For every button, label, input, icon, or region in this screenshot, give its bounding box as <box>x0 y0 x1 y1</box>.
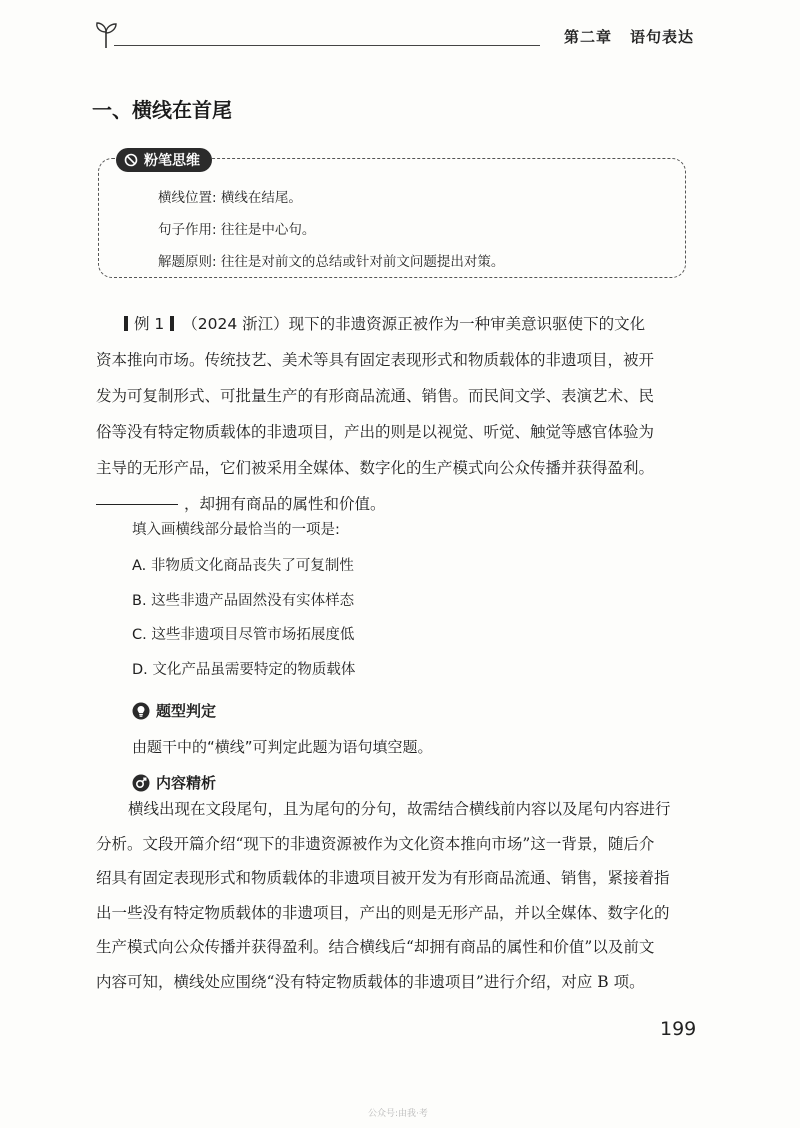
example-marker <box>124 316 128 331</box>
chalk-thinking-content <box>158 182 678 278</box>
passage-line: 俗等没有特定物质载体的非遗项目，产出的则是以视觉、听觉、触觉等感官体验为 <box>96 423 655 441</box>
type-judgment-title: 题型判定 <box>156 702 217 720</box>
passage-line <box>124 306 700 342</box>
watermark: 公众号:由我·考 <box>368 1109 428 1119</box>
header-chapter <box>564 26 694 47</box>
option-c: C. 这些非遗项目尽管市场拓展度低 <box>132 627 355 643</box>
passage-text: 现下的非遗资源正被作为一种审美意识驱使下的文化 <box>288 315 646 333</box>
analysis-line: 横线出现在文段尾句，且为尾句的分句，故需结合横线前内容以及尾句内容进行 <box>128 800 671 818</box>
page-number: 199 <box>660 1018 697 1040</box>
analysis-line: 生产模式向公众传播并获得盈利。结合横线后“却拥有商品的属性和价值”以及前文 <box>96 938 655 956</box>
chapter-number: 第二章 <box>563 28 612 46</box>
chalk-line: 句子作用: 往往是中心句。 <box>158 222 316 238</box>
passage-line <box>96 486 706 522</box>
example-marker <box>170 316 174 331</box>
example-label: 例 1 <box>134 315 165 333</box>
type-judgment-text: 由题干中的“横线”可判定此题为语句填空题。 <box>132 738 433 756</box>
analysis-line: 绍具有固定表现形式和物质载体的非遗项目被开发为有形商品流通、销售，紧接着指 <box>96 869 670 887</box>
chalk-line: 横线位置: 横线在结尾。 <box>158 190 302 206</box>
fill-in-blank <box>96 504 178 505</box>
example-passage <box>124 306 700 342</box>
analysis-heading <box>132 772 216 793</box>
type-judgment-heading <box>132 700 216 721</box>
example-source: （2024 浙江） <box>182 315 289 333</box>
analysis-line: 分析。文段开篇介绍“现下的非遗资源被作为文化资本推向市场”这一背景，随后介 <box>96 834 655 853</box>
option-list <box>132 556 355 694</box>
chalk-thinking-label: 粉笔思维 <box>144 153 200 169</box>
option-d: D. 文化产品虽需要特定的物质载体 <box>132 661 356 678</box>
analysis-title: 内容精析 <box>156 774 217 792</box>
page-header <box>92 14 696 54</box>
analysis-line: 内容可知，横线处应围绕“没有特定物质载体的非遗项目”进行介绍，对应 B 项。 <box>96 972 645 991</box>
header-rule <box>114 45 540 46</box>
example-passage-body <box>96 342 706 522</box>
passage-line: 资本推向市场。传统技艺、美术等具有固定表现形式和物质载体的非遗项目，被开 <box>96 351 655 369</box>
option-b: B. 这些非遗产品固然没有实体样态 <box>132 592 355 609</box>
chapter-title: 语句表达 <box>629 28 694 46</box>
chalk-thinking-tag <box>116 148 212 172</box>
lightbulb-icon <box>132 702 150 720</box>
analysis-line: 出一些没有特定物质载体的非遗项目，产出的则是无形产品，并以全媒体、数字化的 <box>96 903 670 922</box>
passage-line: 发为可复制形式、可批量生产的有形商品流通、销售。而民间文学、表演艺术、民 <box>96 387 655 405</box>
magnifier-icon <box>132 774 150 792</box>
option-a: A. 非物质文化商品丧失了可复制性 <box>132 558 354 574</box>
passage-line: 主导的无形产品，它们被采用全媒体、数字化的生产模式向公众传播并获得盈利。 <box>96 459 655 477</box>
passage-text: ，却拥有商品的属性和价值。 <box>184 495 386 513</box>
section-title: 一、横线在首尾 <box>92 98 232 122</box>
question-stem: 填入画横线部分最恰当的一项是: <box>132 522 340 538</box>
slash-circle-icon <box>124 153 138 167</box>
chalk-line: 解题原则: 往往是对前文的总结或针对前文问题提出对策。 <box>158 254 505 270</box>
analysis-body <box>96 792 706 999</box>
